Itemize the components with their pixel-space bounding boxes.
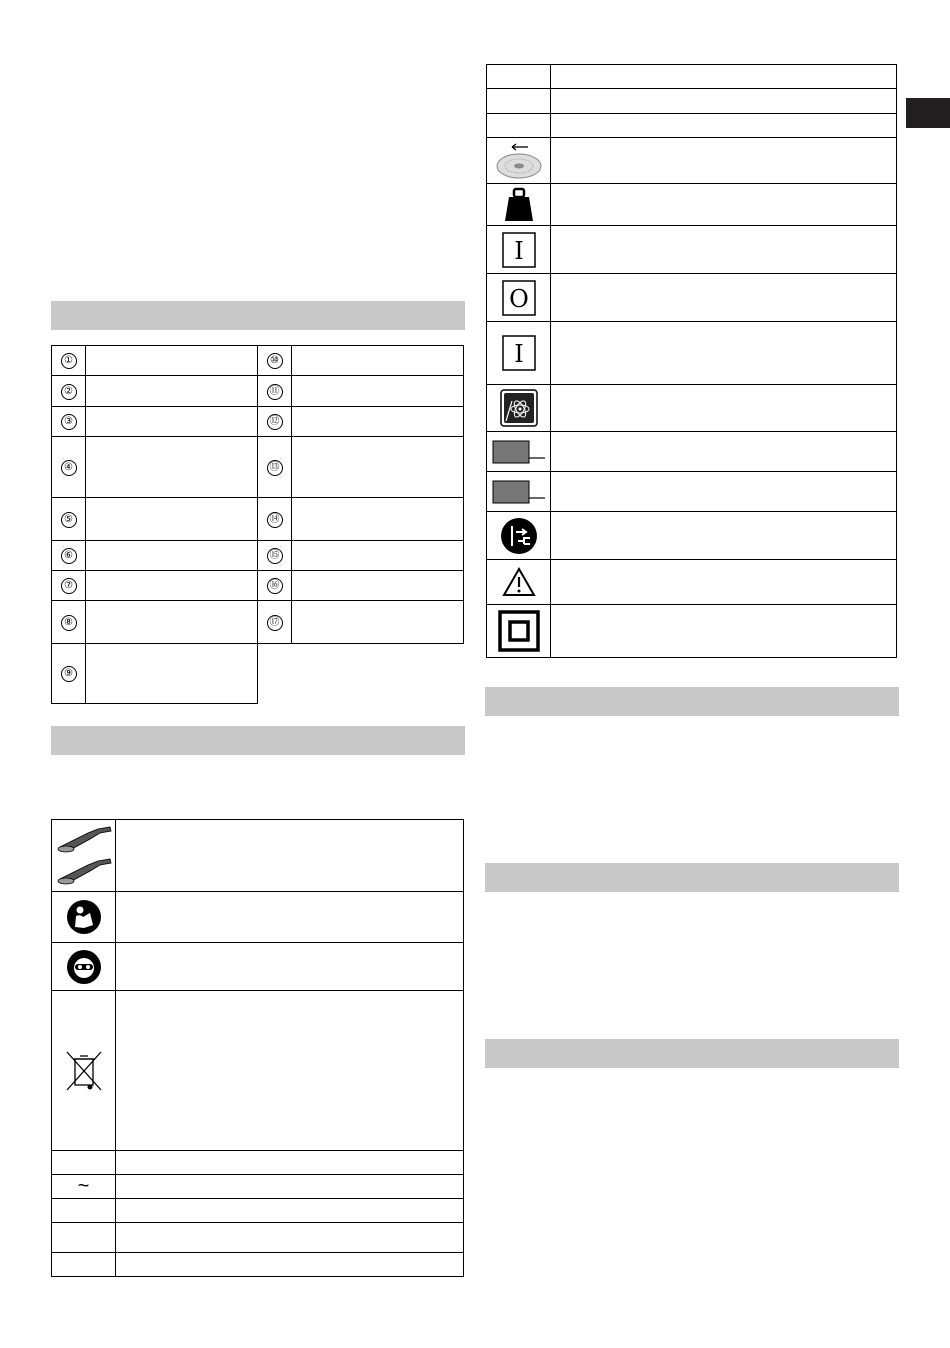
- parts-section-heading: [51, 301, 465, 330]
- symbol-row: [52, 1151, 464, 1175]
- part-number: ⑮: [267, 548, 283, 564]
- symbol-row: [487, 472, 897, 512]
- part-number: ⑤: [61, 512, 77, 528]
- part-label: [292, 571, 464, 601]
- part-label: [292, 601, 464, 644]
- part-number: ⑪: [267, 384, 283, 400]
- symbol-description: [116, 1223, 464, 1253]
- symbol-description: [551, 605, 897, 658]
- grinder-icon: [52, 820, 116, 892]
- parts-row: [52, 498, 464, 541]
- symbol-description: [116, 1199, 464, 1223]
- read-manual-icon: [52, 892, 116, 943]
- off-switch-icon: [487, 274, 551, 322]
- svg-text:I: I: [513, 340, 524, 368]
- symbol-row: [487, 89, 897, 114]
- part-number: ⑭: [267, 512, 283, 528]
- symbol-description: [551, 114, 897, 138]
- parts-row: [52, 376, 464, 407]
- right-section-heading-1: [485, 687, 899, 716]
- symbol-description: [116, 892, 464, 943]
- symbol-row: [52, 820, 464, 892]
- symbol-row: [487, 322, 897, 385]
- double-insulation-icon: [487, 605, 551, 658]
- symbol-description: [551, 65, 897, 89]
- part-label: [86, 346, 258, 376]
- symbol-row: [487, 184, 897, 226]
- symbol-description: [551, 274, 897, 322]
- symbols-section-heading: [51, 726, 465, 755]
- part-number: ①: [61, 353, 77, 369]
- symbols-table-right: [486, 64, 897, 658]
- part-number: ②: [61, 384, 77, 400]
- part-label: [292, 437, 464, 498]
- symbol-row: [487, 114, 897, 138]
- symbol-row: [52, 991, 464, 1151]
- parts-row: [52, 571, 464, 601]
- symbol-description: [116, 943, 464, 991]
- part-number: ⑦: [61, 578, 77, 594]
- part-number: ⑰: [267, 615, 283, 631]
- lock-on-switch-icon: [487, 322, 551, 385]
- symbol-description: [116, 1253, 464, 1277]
- part-label: [86, 407, 258, 437]
- symbol-row: [487, 274, 897, 322]
- parts-row: [52, 437, 464, 498]
- part-number: ⑩: [267, 353, 283, 369]
- part-label: [86, 541, 258, 571]
- switch-state-1-icon: [487, 432, 551, 472]
- part-number: ⑥: [61, 548, 77, 564]
- symbol-description: [116, 820, 464, 892]
- warning-icon: [487, 560, 551, 605]
- symbol-description: [551, 89, 897, 114]
- part-number: ③: [61, 414, 77, 430]
- part-number: ⑧: [61, 615, 77, 631]
- parts-table: [51, 345, 464, 704]
- symbol-description: [116, 1151, 464, 1175]
- part-number: ⑨: [61, 666, 77, 682]
- parts-row: [52, 346, 464, 376]
- part-label: [292, 407, 464, 437]
- language-tab[interactable]: [906, 98, 950, 128]
- symbol-description: [551, 560, 897, 605]
- part-label: [292, 346, 464, 376]
- symbol-row: [487, 138, 897, 184]
- right-section-heading-3: [485, 1039, 899, 1068]
- eye-protection-icon: [52, 943, 116, 991]
- symbol-row: [52, 943, 464, 991]
- symbol-row: [52, 1199, 464, 1223]
- part-label: [292, 376, 464, 407]
- symbol-row: [487, 560, 897, 605]
- symbol-description: [551, 472, 897, 512]
- part-number: ⑫: [267, 414, 283, 430]
- part-label: [292, 541, 464, 571]
- symbol-description: [551, 385, 897, 432]
- symbol-row: [487, 65, 897, 89]
- symbol-description: [551, 138, 897, 184]
- parts-row: [52, 644, 464, 704]
- symbols-table-left: [51, 819, 464, 1277]
- part-label: [86, 437, 258, 498]
- tilde-icon: ~: [52, 1175, 116, 1199]
- weee-bin-icon: [52, 991, 116, 1151]
- symbol-row: [487, 512, 897, 560]
- symbol-row: [52, 1253, 464, 1277]
- weight-icon: [487, 184, 551, 226]
- part-number: ④: [61, 460, 77, 476]
- symbol-row: [52, 892, 464, 943]
- part-label: [86, 376, 258, 407]
- symbol-row: [487, 385, 897, 432]
- symbol-description: [116, 991, 464, 1151]
- symbol-description: [116, 1175, 464, 1199]
- electronic-icon: [487, 385, 551, 432]
- symbol-description: [551, 432, 897, 472]
- on-switch-icon: [487, 226, 551, 274]
- part-label: [86, 498, 258, 541]
- part-label: [292, 498, 464, 541]
- part-label: [86, 571, 258, 601]
- wheel-rotation-icon: [487, 138, 551, 184]
- right-section-heading-2: [485, 863, 899, 892]
- part-number: ⑯: [267, 578, 283, 594]
- symbol-row: [487, 226, 897, 274]
- symbol-row: [52, 1175, 464, 1199]
- unplug-icon: [487, 512, 551, 560]
- part-label: [86, 644, 258, 704]
- svg-text:I: I: [513, 236, 524, 265]
- symbol-description: [551, 322, 897, 385]
- symbol-row: [487, 432, 897, 472]
- parts-row: [52, 407, 464, 437]
- part-label: [86, 601, 258, 644]
- symbol-description: [551, 226, 897, 274]
- parts-row: [52, 601, 464, 644]
- symbol-description: [551, 512, 897, 560]
- symbol-description: [551, 184, 897, 226]
- symbol-row: [487, 605, 897, 658]
- part-number: ⑬: [267, 460, 283, 476]
- switch-state-2-icon: [487, 472, 551, 512]
- symbol-row: [52, 1223, 464, 1253]
- parts-row: [52, 541, 464, 571]
- svg-text:O: O: [508, 284, 529, 313]
